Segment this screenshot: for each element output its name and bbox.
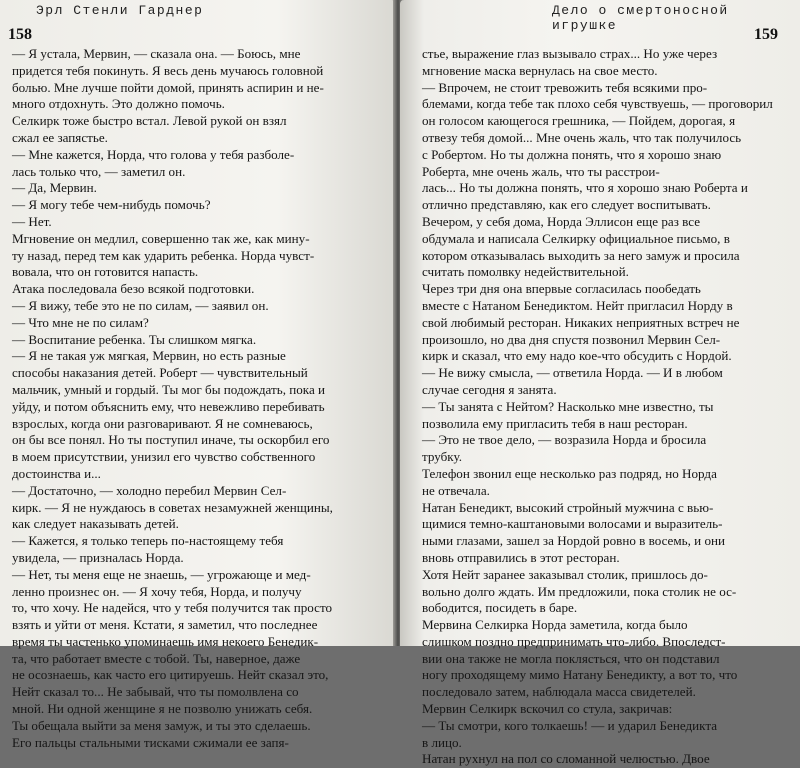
page-number-right: 159 <box>754 26 778 43</box>
text-line: — Что мне не по силам? <box>12 314 149 330</box>
text-line: взять и уйти от меня. Кстати, я заметил, что последнее <box>12 617 318 633</box>
text-line: много отдохнуть. Это должно помочь. <box>12 96 225 112</box>
text-line: ту назад, перед тем как ударить ребенка. Норда чувст- <box>12 247 315 263</box>
text-line: в моем присутствии, унизил его чувство собственного <box>12 449 316 465</box>
text-line: уйду, и потом объяснить ему, что невежливо перебивать <box>12 398 325 414</box>
text-line: лась только что, — заметил он. <box>12 163 186 179</box>
text-line: — Я устала, Мервин, — сказала она. — Боюсь, мне <box>12 46 301 61</box>
text-line: та, что работает вместе с тобой. Ты, наверное, даже <box>12 650 301 666</box>
text-line: Вечером, у себя дома, Норда Эллисон еще раз все <box>422 213 701 229</box>
left-page-text <box>12 46 384 751</box>
text-line: с Робертом. Но ты должна понять, что я хорошо знаю <box>422 146 722 162</box>
text-line: Мервина Селкирка Норда заметила, когда было <box>422 617 688 633</box>
text-line: вии она также не могла поклясться, что он подставил <box>422 650 720 666</box>
text-line: вовала, что он готовится напасть. <box>12 264 199 280</box>
text-line: придется тебя покинуть. Я весь день мучаюсь головной <box>12 62 324 78</box>
text-line: вместе с Натаном Бенедиктом. Нейт пригласил Норду в <box>422 297 733 313</box>
text-line: как следует наказывать детей. <box>12 516 179 532</box>
text-line: время ты частенько упоминаешь имя некоего Бенедик- <box>12 633 319 649</box>
text-line: Натан Бенедикт, высокий стройный мужчина с вью- <box>422 499 714 515</box>
text-line: — Я вижу, тебе это не по силам, — заявил он. <box>12 297 269 313</box>
text-line: — Это не твое дело, — возразила Норда и бросила <box>422 432 707 448</box>
text-line: — Воспитание ребенка. Ты слишком мягка. <box>12 331 257 347</box>
text-line: — Ты смотри, кого толкаешь! — и ударил Бенедикта <box>422 717 718 733</box>
text-line: Мгновение он медлил, совершенно так же, как мину- <box>12 230 310 246</box>
text-line: — Я могу тебе чем-нибудь помочь? <box>12 197 211 213</box>
left-page <box>0 0 396 750</box>
page-number-left: 158 <box>8 26 32 43</box>
text-line: способы наказания детей. Роберт — чувствительный <box>12 365 308 381</box>
text-line: вольно долго ждать. Им предложили, пока столик не ос- <box>422 583 737 599</box>
text-line: — Ты занята с Нейтом? Насколько мне известно, ты <box>422 398 714 414</box>
text-line: обдумала и написала Селкирку официальное письмо, в <box>422 230 730 246</box>
text-line: — Впрочем, не стоит тревожить тебя всякими про- <box>422 79 708 95</box>
text-line: — Нет, ты меня еще не знаешь, — угрожающе и мед- <box>12 566 311 582</box>
text-line: — Нет. <box>12 213 52 229</box>
text-line: ленно произнес он. — Я хочу тебя, Норда, и получу <box>12 583 302 599</box>
text-line: Хотя Нейт заранее заказывал столик, пришлось до- <box>422 566 708 582</box>
text-line: — Я не такая уж мягкая, Мервин, но есть разные <box>12 348 286 364</box>
text-line: кирк. — Я не нуждаюсь в советах незамужней женщины, <box>12 499 333 515</box>
text-line: сжал ее запястье. <box>12 129 108 145</box>
text-line: то, что хочу. Не надейся, что у тебя получится так просто <box>12 600 333 616</box>
right-page-text <box>422 46 790 768</box>
text-line: произошло, но два дня спустя позвонил Мервин Сел- <box>422 331 721 347</box>
text-line: болью. Мне лучше пойти домой, принять аспирин и не- <box>12 79 324 95</box>
text-line: котором отказывалась выходить за него замуж и просила <box>422 247 740 263</box>
text-line: свой любимый ресторан. Никаких неприятных встреч не <box>422 314 740 330</box>
text-line: слишком поздно предпринимать что-либо. Впоследст- <box>422 633 726 649</box>
text-line: считать помолвку недействительной. <box>422 264 629 280</box>
text-line: ногу проходящему мимо Натану Бенедикту, а вот то, что <box>422 667 738 683</box>
text-line: взрослых, когда они разговаривают. Я не сомневаюсь, <box>12 415 313 431</box>
text-line: случае сегодня я занята. <box>422 381 557 397</box>
text-line: вободится, посидеть в баре. <box>422 600 578 616</box>
text-line: мной. Ни одной женщине я не позволю унижать себя. <box>12 701 313 717</box>
text-line: он бы все понял. Но ты поступил иначе, ты оскорбил его <box>12 432 330 448</box>
text-line: вновь отправились в этот ресторан. <box>422 549 620 565</box>
text-line: — Мне кажется, Норда, что голова у тебя разболе- <box>12 146 295 162</box>
text-line: Натан рухнул на пол со сломанной челюстью. Двое <box>422 751 710 767</box>
text-line: достоинства и... <box>12 465 101 481</box>
text-line: Селкирк тоже быстро встал. Левой рукой он взял <box>12 113 287 129</box>
text-line: кирк и сказал, что ему надо кое-что обсудить с Нордой. <box>422 348 732 364</box>
text-line: он голосом кающегося грешника, — Пойдем, дорогая, я <box>422 113 736 129</box>
text-line: отлично представляю, как его следует воспитывать. <box>422 197 711 213</box>
right-page <box>400 0 800 767</box>
text-line: Мервин Селкирк вскочил со стула, закричав: <box>422 701 673 717</box>
text-line: позволила ему пригласить тебя в наш ресторан. <box>422 415 688 431</box>
text-line: — Не вижу смысла, — ответила Норда. — И в любом <box>422 365 723 381</box>
text-line: щимися темно-каштановыми волосами и выразитель- <box>422 516 723 532</box>
text-line: трубку. <box>422 449 462 465</box>
text-line: Ты обещала выйти за меня замуж, и ты это сделаешь. <box>12 717 311 733</box>
text-line: Роберта, мне очень жаль, что ты расстрои- <box>422 163 660 179</box>
text-line: последовало затем, наблюдала масса свидетелей. <box>422 684 696 700</box>
text-line: в лицо. <box>422 734 462 750</box>
text-line: не осознаешь, как часто его цитируешь. Нейт сказал это, <box>12 667 329 683</box>
text-line: ными глазами, зашел за Нордой ровно в восемь, и они <box>422 533 726 549</box>
text-line: — Кажется, я только теперь по-настоящему тебя <box>12 533 284 549</box>
text-line: Через три дня она впервые согласилась пообедать <box>422 281 701 297</box>
running-head-left: Эрл Стенли Гарднер <box>36 3 204 18</box>
text-line: — Да, Мервин. <box>12 180 97 196</box>
text-line: — Достаточно, — холодно перебил Мервин Сел- <box>12 482 287 498</box>
text-line: мальчик, умный и гордый. Ты мог бы подождать, пока и <box>12 381 326 397</box>
running-head-right: Дело о смертоносной игрушке <box>552 3 729 33</box>
text-line: отвезу тебя домой... Мне очень жаль, что так получилось <box>422 129 742 145</box>
text-line: Нейт сказал то... Не забывай, что ты помолвлена со <box>12 684 299 700</box>
text-line: стье, выражение глаз вызывало страх... Но уже через <box>422 46 718 61</box>
text-line: не отвечала. <box>422 482 490 498</box>
text-line: блемами, когда тебе так плохо себя чувствуешь, — проговорил <box>422 96 773 112</box>
text-line: лась... Но ты должна понять, что я хорошо знаю Роберта и <box>422 180 748 196</box>
text-line: Его пальцы стальными тисками сжимали ее запя- <box>12 734 289 750</box>
text-line: Телефон звонил еще несколько раз подряд, но Норда <box>422 465 717 481</box>
text-line: Атака последовала безо всякой подготовки. <box>12 281 255 297</box>
text-line: увидела, — призналась Норда. <box>12 549 184 565</box>
text-line: мгновение маска вернулась на свое место. <box>422 62 658 78</box>
